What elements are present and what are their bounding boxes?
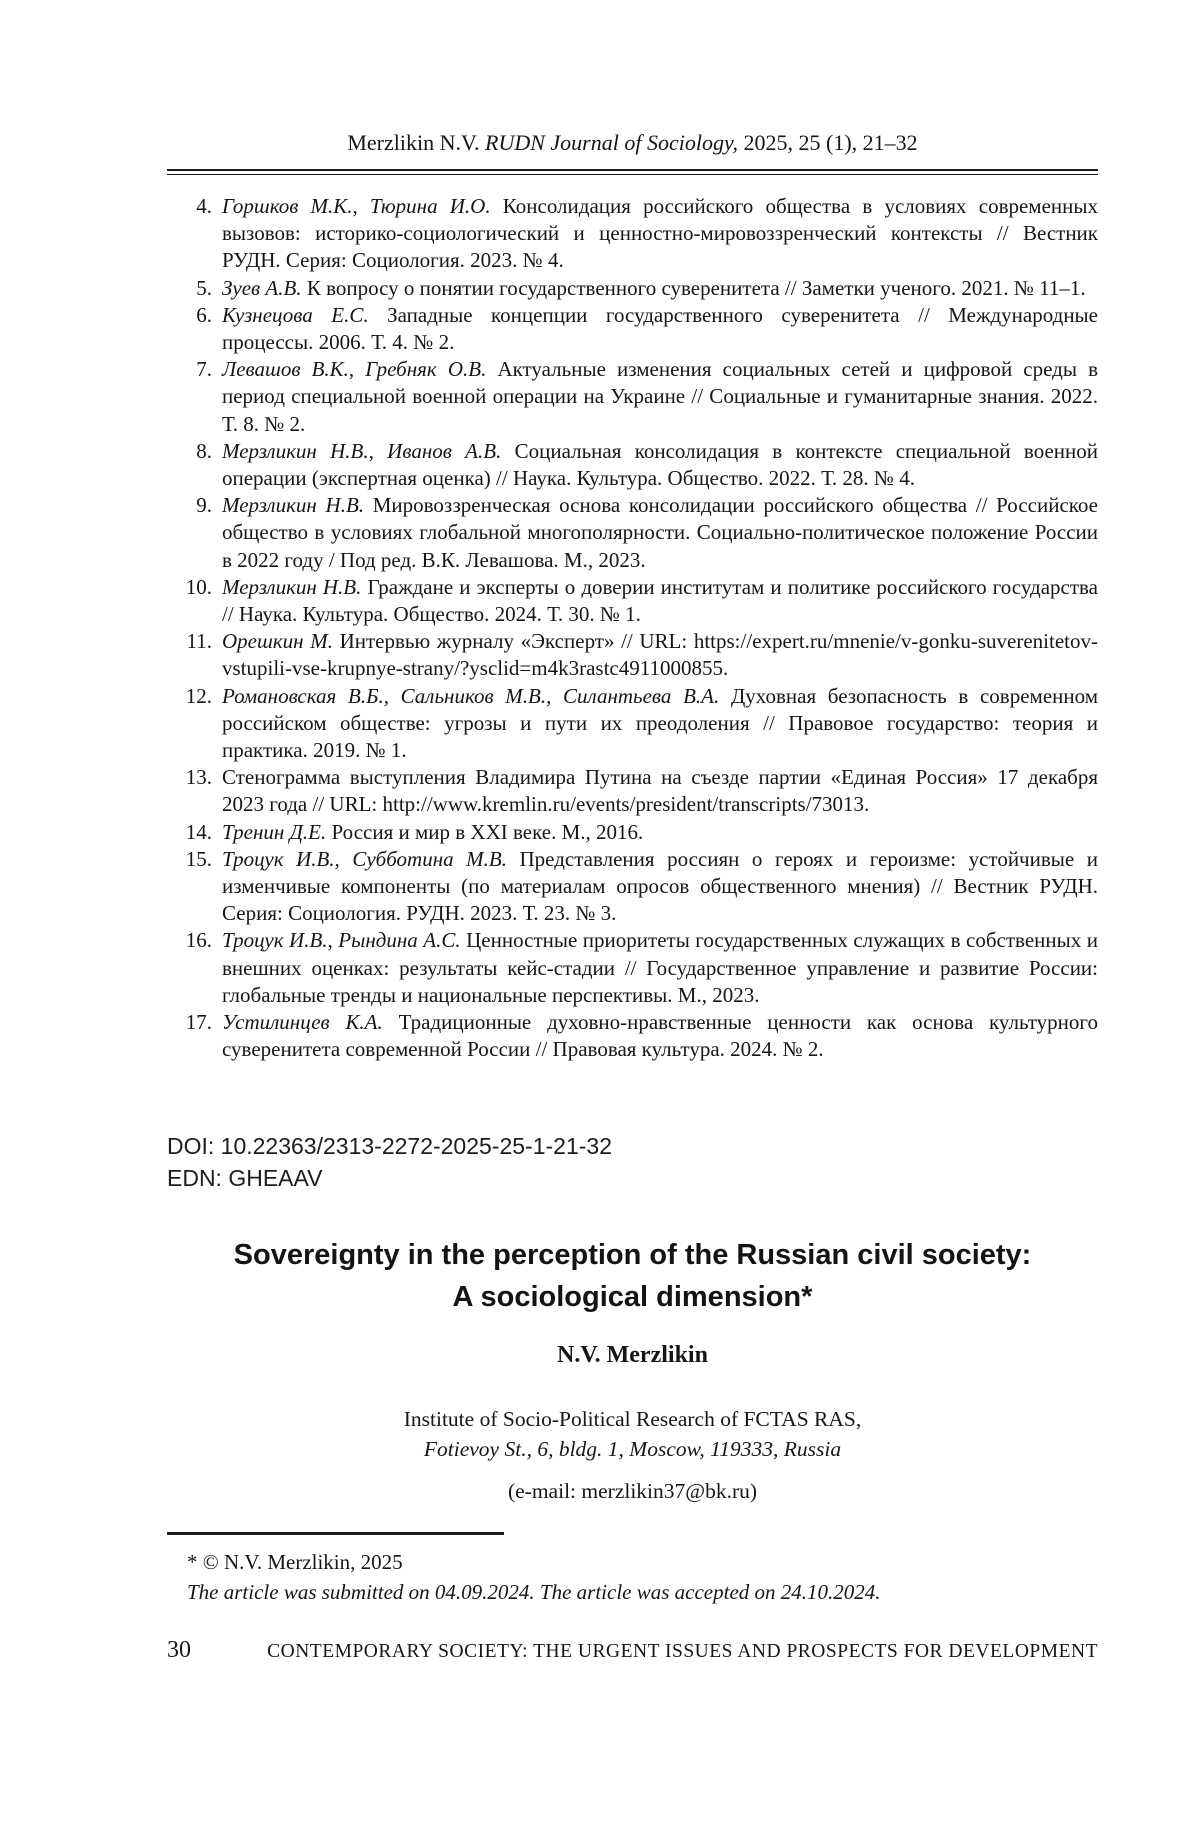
reference-number: 17. bbox=[185, 1010, 212, 1035]
article-title bbox=[167, 1234, 1098, 1318]
doi-line: DOI: 10.22363/2313-2272-2025-25-1-21-32 bbox=[167, 1132, 612, 1159]
reference-item bbox=[167, 574, 1098, 628]
reference-text: Кузнецова Е.С. Западные концепции государственного суверенитета // Международные процессы. 2006. Т. 4. № 2. bbox=[222, 302, 1098, 355]
reference-text: Горшков М.К., Тюрина И.О. Консолидация российского общества в условиях современных вызовов: историко-социологический и ценностно-мировоззренческий контексты // Вестник РУДН. Серия: Социология. 2023. № 4. bbox=[222, 194, 1099, 273]
reference-authors: Романовская В.Б., Сальников М.В., Силантьева В.А. bbox=[222, 683, 720, 708]
reference-item bbox=[167, 438, 1098, 492]
reference-text: Стенограмма выступления Владимира Путина на съезде партии «Единая Россия» 17 декабря 2023 года // URL: http://www.kremlin.ru/events/president/transcripts/73013. bbox=[222, 765, 1098, 817]
reference-item bbox=[167, 846, 1098, 928]
edn-line: EDN: GHEAAV bbox=[167, 1164, 323, 1191]
copyright-note: * © N.V. Merzlikin, 2025 bbox=[187, 1549, 403, 1574]
reference-item bbox=[167, 927, 1098, 1009]
footnote-block bbox=[167, 1547, 1098, 1607]
reference-number: 4. bbox=[196, 194, 212, 218]
reference-item bbox=[167, 275, 1098, 302]
submission-note: The article was submitted on 04.09.2024. The article was accepted on 24.10.2024. bbox=[187, 1579, 881, 1604]
reference-authors: Мерзликин Н.В., Иванов А.В. bbox=[222, 438, 502, 463]
affiliation-block bbox=[167, 1404, 1098, 1464]
reference-authors: Троцук И.В., Субботина М.В. bbox=[222, 846, 507, 871]
reference-text: Тренин Д.Е. Россия и мир в XXI веке. М., 2016. bbox=[222, 819, 644, 844]
reference-number: 11. bbox=[186, 629, 212, 654]
reference-item bbox=[167, 302, 1098, 356]
affiliation-institute: Institute of Socio-Political Research of FCTAS RAS, bbox=[403, 1406, 862, 1431]
reference-number: 15. bbox=[185, 846, 212, 871]
running-header-journal: RUDN Journal of Sociology, bbox=[485, 130, 739, 155]
footer-running-title: CONTEMPORARY SOCIETY: THE URGENT ISSUES AND PROSPECTS FOR DEVELOPMENT bbox=[267, 1640, 1098, 1662]
reference-text: Мерзликин Н.В., Иванов А.В. Социальная консолидация в контексте специальной военной операции (экспертная оценка) // Наука. Культура. Общество. 2022. Т. 28. № 4. bbox=[222, 438, 1098, 491]
page-number: 30 bbox=[167, 1636, 191, 1663]
reference-item bbox=[167, 628, 1098, 682]
running-header-author: Merzlikin N.V. bbox=[347, 130, 480, 155]
article-title-line1: Sovereignty in the perception of the Russian civil society: bbox=[233, 1238, 1032, 1271]
reference-number: 6. bbox=[196, 302, 212, 327]
article-title-line2: A sociological dimension* bbox=[452, 1280, 813, 1313]
identifier-block bbox=[167, 1130, 1098, 1194]
reference-text: Мерзликин Н.В. Мировоззренческая основа консолидации российского общества // Российское общество в условиях глобальной многополярности. Социально-политическое положение России в 2022 году / Под ред. В.К. Левашова. М., 2023. bbox=[222, 493, 1098, 572]
reference-number: 10. bbox=[185, 574, 212, 599]
reference-item bbox=[167, 764, 1098, 818]
reference-number: 16. bbox=[185, 928, 212, 953]
reference-number: 14. bbox=[185, 819, 212, 844]
reference-text: Орешкин М. Интервью журналу «Эксперт» // URL: https://expert.ru/mnenie/v-gonku-suverenitetov-vstupili-vse-krupnye-strany/?ysclid=m4k3rastc4911000855. bbox=[222, 629, 1098, 681]
reference-text: Мерзликин Н.В. Граждане и эксперты о доверии институтам и политике российского государства // Наука. Культура. Общество. 2024. Т. 30. № 1. bbox=[222, 574, 1098, 627]
reference-authors: Мерзликин Н.В. bbox=[222, 574, 362, 599]
running-header bbox=[167, 130, 1098, 156]
reference-text: Романовская В.Б., Сальников М.В., Силантьева В.А. Духовная безопасность в современном российском обществе: угрозы и пути их преодоления // Правовое государство: теория и практика. 2019. № 1. bbox=[222, 683, 1099, 763]
reference-authors: Зуев А.В. bbox=[222, 275, 302, 300]
reference-authors: Кузнецова Е.С. bbox=[222, 302, 369, 327]
reference-authors: Орешкин М. bbox=[222, 629, 333, 654]
author-email: (e-mail: merzlikin37@bk.ru) bbox=[507, 1478, 758, 1503]
running-header-issue: 2025, 25 (1), 21–32 bbox=[743, 130, 918, 155]
reference-text: Троцук И.В., Рындина А.С. Ценностные приоритеты государственных служащих в собственных и внешних оценках: результаты кейс-стадии // Государственное управление и развитие России: глобальные тренды и национальные перспективы. М., 2023. bbox=[222, 928, 1098, 1007]
reference-number: 7. bbox=[196, 357, 212, 382]
reference-authors: Горшков М.К., Тюрина И.О. bbox=[222, 194, 491, 218]
reference-item bbox=[167, 193, 1098, 275]
reference-number: 13. bbox=[185, 765, 212, 790]
reference-number: 9. bbox=[196, 493, 212, 518]
article-author: N.V. Merzlikin bbox=[557, 1341, 708, 1368]
reference-number: 8. bbox=[196, 438, 212, 463]
reference-authors: Мерзликин Н.В. bbox=[222, 493, 365, 518]
reference-text: Зуев А.В. К вопросу о понятии государственного суверенитета // Заметки ученого. 2021. № 11–1. bbox=[222, 275, 1086, 300]
reference-item bbox=[167, 356, 1098, 438]
page-content bbox=[167, 130, 1098, 1664]
reference-text: Устилинцев К.А. Традиционные духовно-нравственные ценности как основа культурного суверенитета современной России // Правовая культура. 2024. № 2. bbox=[222, 1010, 1098, 1062]
reference-text: Левашов В.К., Гребняк О.В. Актуальные изменения социальных сетей и цифровой среды в период специальной военной операции на Украине // Социальные и гуманитарные знания. 2022. Т. 8. № 2. bbox=[222, 357, 1098, 436]
reference-number: 12. bbox=[185, 683, 212, 708]
reference-authors: Левашов В.К., Гребняк О.В. bbox=[222, 357, 487, 382]
reference-text: Троцук И.В., Субботина М.В. Представления россиян о героях и героизме: устойчивые и изменчивые компоненты (по материалам опросов общественного мнения) // Вестник РУДН. Серия: Социология. РУДН. 2023. Т. 23. № 3. bbox=[222, 846, 1098, 926]
page-footer bbox=[167, 1637, 1098, 1664]
reference-authors: Устилинцев К.А. bbox=[222, 1010, 383, 1035]
reference-authors: Троцук И.В., Рындина А.С. bbox=[222, 928, 461, 953]
reference-item bbox=[167, 819, 1098, 846]
reference-item bbox=[167, 683, 1098, 765]
header-rule bbox=[167, 169, 1098, 175]
reference-number: 5. bbox=[196, 275, 212, 300]
affiliation-address: Fotievoy St., 6, bldg. 1, Moscow, 119333, Russia bbox=[423, 1436, 842, 1461]
reference-list bbox=[167, 193, 1098, 1064]
reference-item bbox=[167, 492, 1098, 574]
reference-authors: Тренин Д.Е. bbox=[222, 819, 327, 844]
footnote-rule bbox=[167, 1532, 504, 1535]
reference-item bbox=[167, 1009, 1098, 1063]
